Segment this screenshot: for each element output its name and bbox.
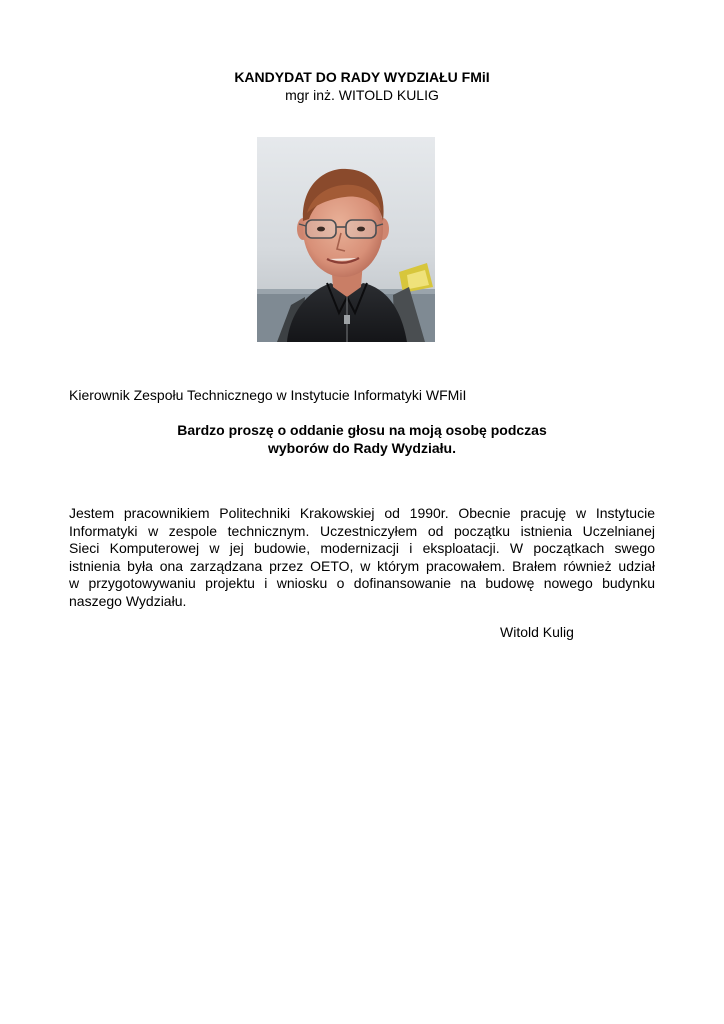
- voting-appeal-line: wyborów do Rady Wydziału.: [268, 440, 456, 456]
- signature: Witold Kulig: [500, 624, 574, 640]
- bio-line: Jestem pracownikiem Politechniki Krakowskiej od 1990r. Obecnie pracuję w Instytucie: [69, 505, 655, 521]
- bio-line: istnienia była ona zarządzana przez OETO, w którym pracowałem. Brałem również udział: [69, 557, 655, 574]
- bio-line: Informatyki w zespole technicznym. Uczestniczyłem od początku istnienia Uczelnianej: [69, 522, 655, 539]
- document-title: KANDYDAT DO RADY WYDZIAŁU FMiI: [234, 69, 490, 85]
- candidate-name: mgr inż. WITOLD KULIG: [285, 87, 439, 103]
- bio-line: Sieci Komputerowej w jej budowie, modernizacji i eksploatacji. W początkach swego: [69, 540, 655, 556]
- bio-line: naszego Wydziału.: [69, 592, 187, 609]
- voting-appeal-line: Bardzo proszę o oddanie głosu na moją osobę podczas: [177, 422, 547, 438]
- candidate-photo: [257, 137, 435, 342]
- candidate-role: Kierownik Zespołu Technicznego w Instytucie Informatyki WFMiI: [69, 387, 467, 403]
- voting-appeal: [0, 421, 724, 457]
- candidate-bio: [69, 505, 655, 610]
- bio-line: w przygotowywaniu projektu i wniosku o dofinansowanie na budowę nowego budynku: [69, 575, 655, 591]
